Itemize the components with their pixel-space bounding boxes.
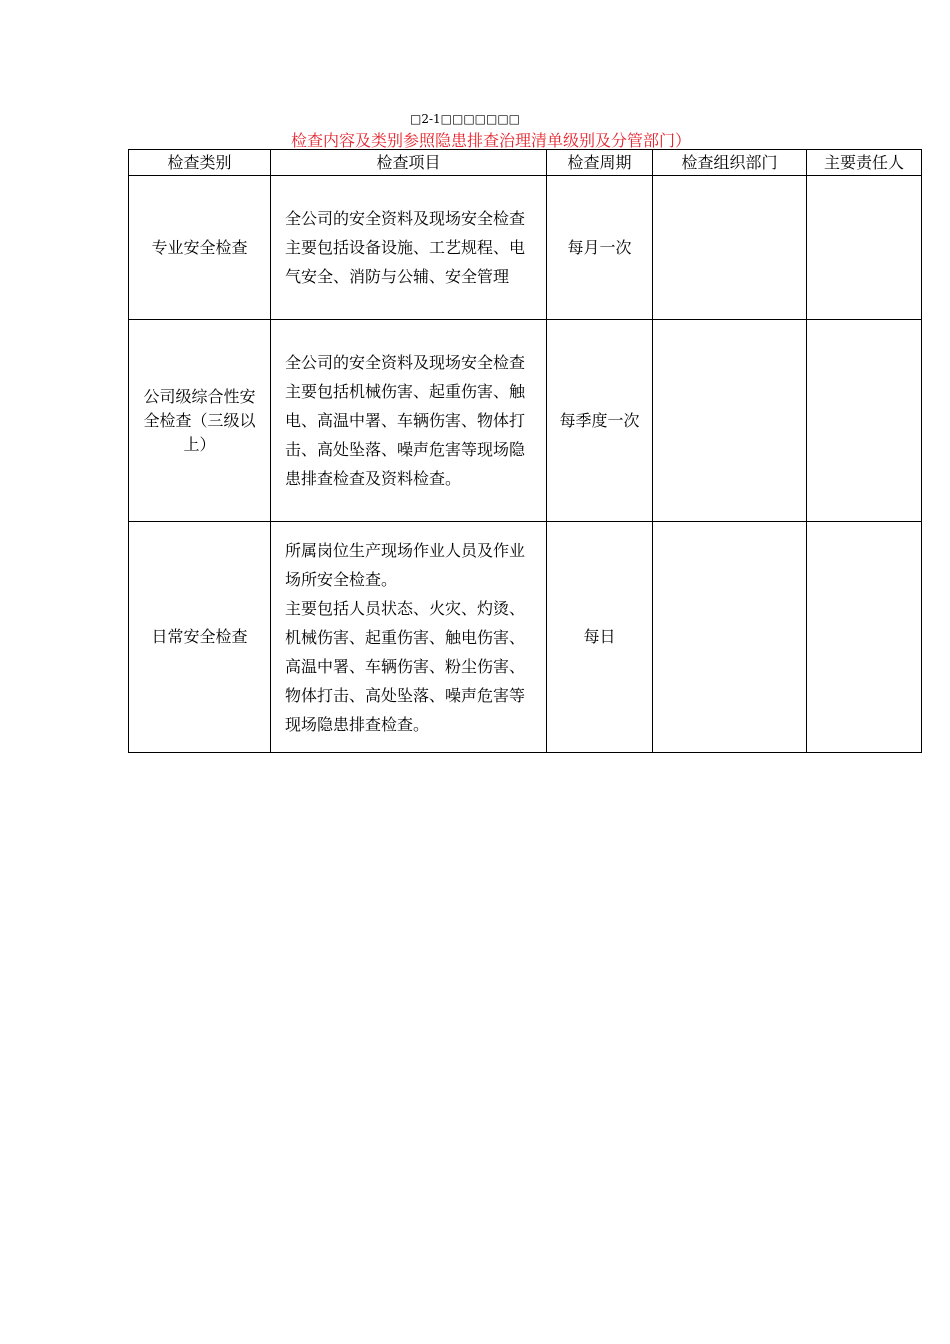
department-cell [653, 522, 807, 753]
cycle-cell: 每日 [547, 522, 653, 753]
header-responsible: 主要责任人 [807, 150, 922, 176]
responsible-cell [807, 320, 922, 522]
responsible-cell [807, 176, 922, 320]
table-title: 检查内容及类别参照隐患排查治理清单级别及分管部门） [290, 131, 691, 150]
item-line: 全公司的安全资料及现场安全检查 [285, 353, 526, 372]
item-line: 所属岗位生产现场作业人员及作业场所安全检查。 [285, 540, 526, 589]
table-row [129, 522, 922, 753]
items-cell [271, 320, 547, 522]
department-cell [653, 176, 807, 320]
table-row [129, 320, 922, 522]
cycle-cell: 每季度一次 [547, 320, 653, 522]
item-line: 全公司的安全资料及现场安全检查 [285, 209, 526, 228]
table-number-caption: □2-1□□□□□□□ [409, 112, 521, 126]
cycle-cell: 每月一次 [547, 176, 653, 320]
table-row [129, 176, 922, 320]
item-line: 主要包括机械伤害、起重伤害、触电、高温中署、车辆伤害、物体打击、高处坠落、噪声危害等现场隐患排查检查及资料检查。 [285, 382, 526, 488]
category-cell: 日常安全检查 [129, 522, 271, 753]
category-cell: 公司级综合性安全检查（三级以上） [129, 320, 271, 522]
table-header-row [129, 150, 922, 176]
header-items: 检查项目 [271, 150, 547, 176]
header-department: 检查组织部门 [653, 150, 807, 176]
header-cycle: 检查周期 [547, 150, 653, 176]
category-cell: 专业安全检查 [129, 176, 271, 320]
items-cell [271, 522, 547, 753]
department-cell [653, 320, 807, 522]
responsible-cell [807, 522, 922, 753]
item-line: 主要包括设备设施、工艺规程、电气安全、消防与公辅、安全管理 [285, 238, 526, 286]
items-cell [271, 176, 547, 320]
inspection-table [128, 149, 922, 753]
header-category: 检查类别 [129, 150, 271, 176]
item-line: 主要包括人员状态、火灾、灼烫、机械伤害、起重伤害、触电伤害、高温中署、车辆伤害、粉尘伤害、物体打击、高处坠落、噪声危害等现场隐患排查检查。 [285, 598, 526, 734]
